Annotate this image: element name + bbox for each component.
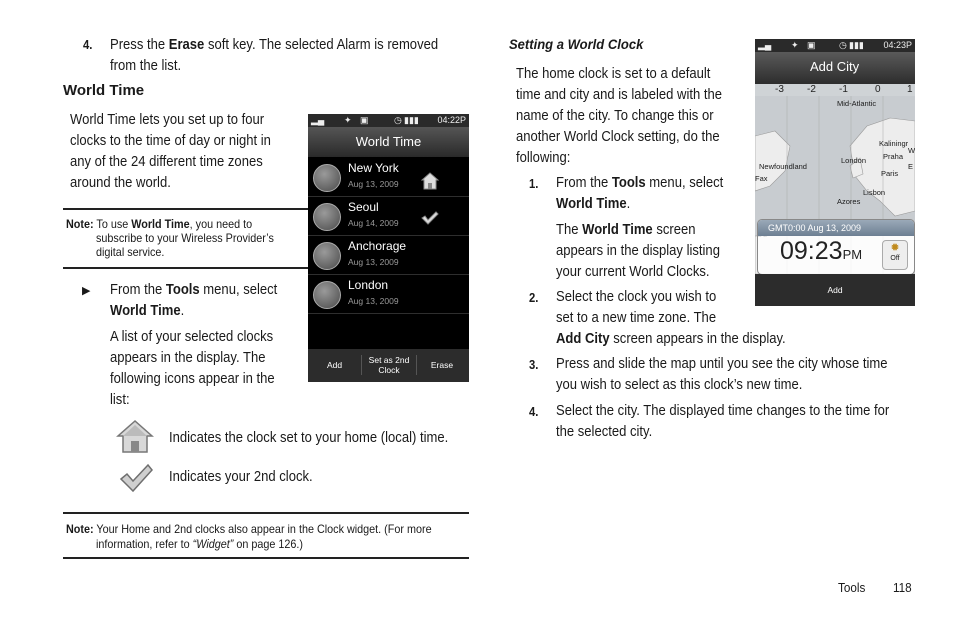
toggle-label: Off [890,255,900,262]
status-bar [308,114,469,127]
clock-row[interactable] [308,275,469,314]
signal-icon: ▂▄ [311,115,325,125]
alarm-icon: ◷ [839,40,847,50]
gmt-label: GMT0:00 Aug 13, 2009 [758,220,914,236]
map-label: W [908,146,915,155]
step4-text-line2: from the list. [110,58,182,74]
battery-icon: ▮▮▮ [849,40,864,50]
text-bold: World Time [110,303,181,319]
intro-line: following: [516,150,571,166]
clock-icon [313,203,341,231]
text: on page 126.) [233,537,304,551]
screen-title: Add City [810,59,860,74]
add-button[interactable]: Add [827,285,843,295]
map-label: Fax [755,174,768,183]
from-tools-line [110,280,277,301]
step2-line1: Select the clock you wish to [556,289,717,305]
time-zone-ruler [755,84,915,96]
list-text-line: A list of your selected clocks [110,329,274,345]
step-number: 2. [529,291,539,305]
title-bar [755,52,915,84]
phone-screenshot-world-time [308,114,469,382]
soft-key-bar [755,274,915,306]
checkmark-icon [118,462,154,494]
step4-line2: the selected city. [556,424,653,440]
note2-rule-bottom [63,557,469,559]
text: To use [96,217,132,231]
step4-text [110,35,438,56]
step3-line2: you wish to select as this clock’s new time. [556,377,803,393]
clock-row[interactable] [308,197,469,236]
sun-icon: ✹ [890,242,900,254]
map-label: London [841,156,867,165]
status-bar [755,39,915,52]
clock-row[interactable] [308,236,469,275]
note2 [66,522,432,537]
list-text-line: following icons appear in the [110,371,275,387]
soft-key-bar [308,349,469,382]
status-time: 04:22P [437,115,466,125]
text: menu, select [199,282,278,298]
step1-para-line1 [556,220,696,241]
step3-line1: Press and slide the map until you see the city whose time [556,356,888,372]
note1-line3: digital service. [96,245,165,259]
alarm-icon: ◷ [394,115,402,125]
map-label: Kaliningr [879,139,909,148]
step4-line1: Select the city. The displayed time changes to the time for [556,403,890,419]
zone-label: -3 [775,84,784,95]
from-tools-line2 [110,301,184,322]
map-label: Lisbon [863,188,886,197]
intro-line: around the world. [70,175,171,191]
list-text-line: list: [110,392,130,408]
screen-title: World Time [308,127,469,157]
map-label: Newfoundland [759,162,807,171]
map-label: Paris [881,169,899,178]
text: , you need to [189,217,253,231]
sim-icon: ▣ [360,115,369,125]
signal-icon: ▂▄ [758,40,772,50]
intro-line: clocks to the time of day or night in [70,133,271,149]
intro-line: time and city and is labeled with the [516,87,723,103]
home-icon [116,418,154,456]
city-name: New York [348,161,399,175]
time-value: 09:23 [780,237,843,265]
map-label: Azores [837,197,861,206]
text-bold: World Time [131,217,190,231]
zone-label: -1 [839,84,848,95]
gps-icon: ✦ [791,40,799,50]
step-number: 4. [529,405,539,419]
icon1-description: Indicates the clock set to your home (local) time. [169,430,449,446]
intro-line: any of the 24 different time zones [70,154,263,170]
text: screen [652,222,696,238]
text-bold: Tools [611,175,646,191]
city-name: Anchorage [348,239,407,253]
zone-label: -2 [807,84,816,95]
step1-para-line2: appears in the display listing [556,243,720,259]
list-text-line: appears in the display. The [110,350,266,366]
sim-icon: ▣ [807,40,816,50]
section-heading-setting-world-clock: Setting a World Clock [509,36,644,52]
erase-button[interactable]: Erase [430,360,454,370]
zone-label: 1 [907,84,913,95]
page-number: 118 [893,580,912,595]
status-time: 04:23P [883,40,912,50]
note-label: Note: [66,522,94,536]
text: menu, select [645,175,724,191]
text: From the [556,175,612,191]
step1-line2 [556,194,630,215]
checkmark-icon [421,211,439,225]
note-rule-top [63,208,309,210]
clock-date: Aug 13, 2009 [348,179,399,189]
erase-key-label: Erase [168,37,205,53]
intro-line: another World Clock setting, do the [516,129,720,145]
footer-section: Tools [838,580,866,595]
phone-screenshot-add-city [755,39,915,306]
city-name: London [348,278,389,292]
clock-icon [313,164,341,192]
clock-date: Aug 13, 2009 [348,257,399,267]
button-label: Set as 2nd [368,355,410,365]
note1 [66,217,252,232]
text: soft key. The selected Alarm is removed [204,37,439,53]
section-heading-world-time: World Time [63,82,145,99]
intro-line: name of the city. To change this or [516,108,714,124]
map-label: Praha [883,152,904,161]
note2-line2 [96,537,303,552]
clock-row[interactable] [308,158,469,197]
text: . [180,303,185,319]
step-number: 3. [529,358,539,372]
home-icon [421,172,439,190]
gps-icon: ✦ [344,115,352,125]
dst-toggle[interactable] [882,240,908,270]
selected-time-panel [757,219,915,275]
step2-line3 [556,329,786,350]
clock-icon [313,242,341,270]
note1-line2: subscribe to your Wireless Provider’s [96,231,274,245]
step2-line2: set to a new time zone. The [556,310,717,326]
text-bold: World Time [582,222,653,238]
clock-date: Aug 13, 2009 [348,296,399,306]
note-rule-bottom [63,267,309,269]
clock-icon [313,281,341,309]
text: Your Home and 2nd clocks also appear in the Clock widget. (For more [96,522,432,536]
city-name: Seoul [348,200,379,214]
clock-date: Aug 14, 2009 [348,218,399,228]
text: information, refer to [96,537,193,551]
note-label: Note: [66,217,94,231]
step1-para-line3: your current World Clocks. [556,264,710,280]
widget-reference-link[interactable]: “Widget” [192,537,234,551]
note2-rule-top [63,512,469,514]
text: screen appears in the display. [609,331,786,347]
text: . [626,196,631,212]
set-2nd-clock-button[interactable] [361,355,417,375]
step1-line1 [556,173,723,194]
step-number: 1. [529,177,539,191]
text: Press the [110,37,169,53]
text: From the [110,282,166,298]
zone-label: 0 [875,84,881,95]
text-bold: World Time [556,196,627,212]
add-button[interactable]: Add [326,360,343,370]
battery-icon: ▮▮▮ [404,115,419,125]
text: The [556,222,583,238]
bullet-arrow-icon: ▶ [82,285,91,297]
big-time [780,237,862,266]
icon2-description: Indicates your 2nd clock. [169,469,313,485]
am-pm: PM [842,247,863,262]
button-label: Clock [378,365,400,375]
step-number: 4. [83,38,93,52]
map-label: Mid-Atlantic [837,99,877,108]
text-bold: Tools [165,282,200,298]
intro-line: World Time lets you set up to four [70,112,265,128]
intro-line: The home clock is set to a default [516,66,711,82]
text-bold: Add City [556,331,610,347]
map-label: E [908,162,914,171]
